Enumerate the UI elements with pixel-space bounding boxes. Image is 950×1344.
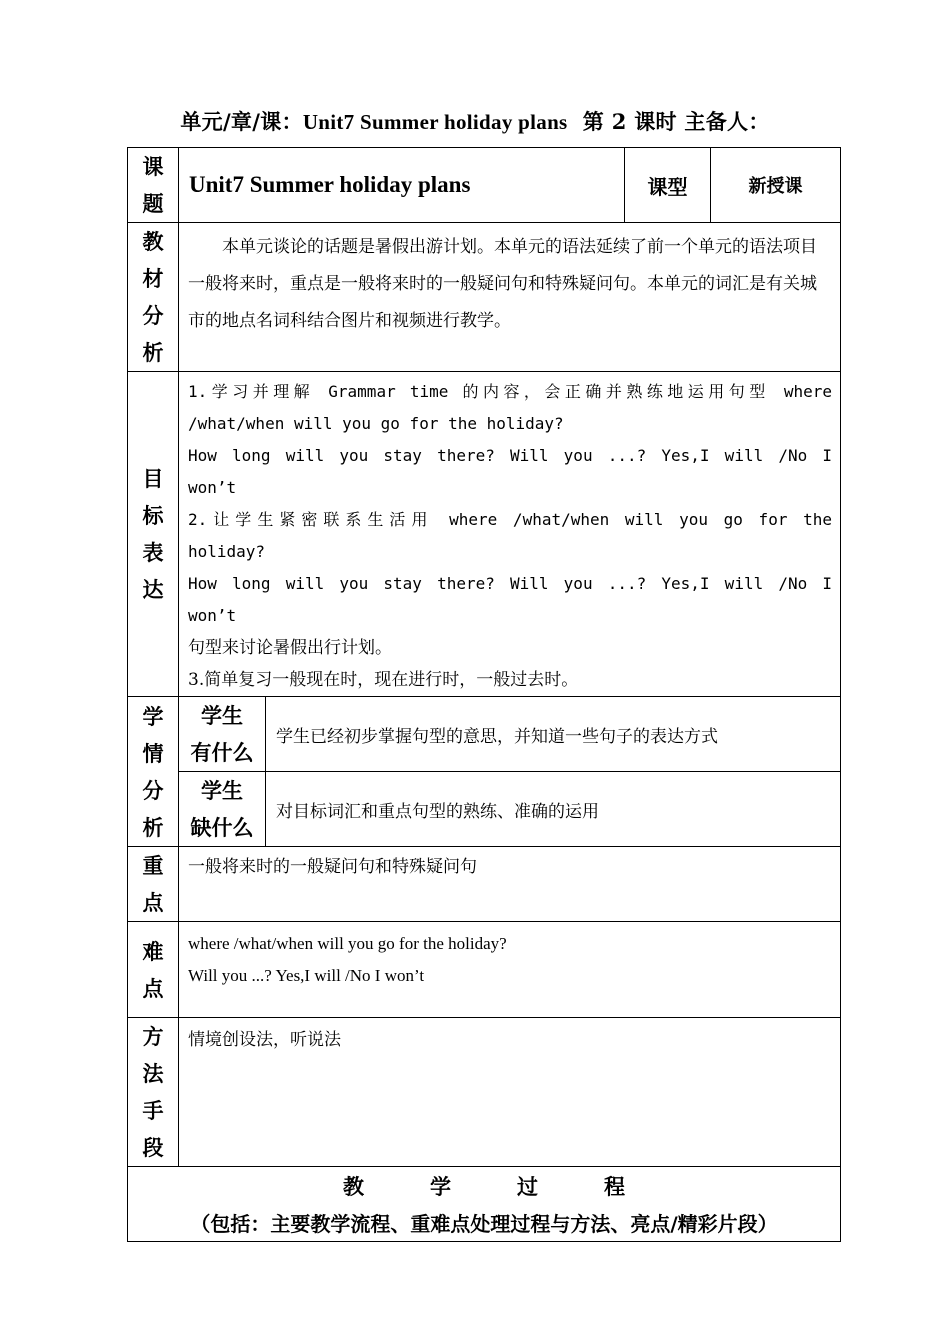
analysis-row xyxy=(128,223,841,372)
lesson-plan-table xyxy=(127,147,841,1242)
students-lack-label: 学生 缺什么 xyxy=(179,772,266,847)
goals-label: 目 标 表 达 xyxy=(128,372,179,697)
header-unit: Unit7 Summer holiday plans xyxy=(302,110,568,134)
goals-text xyxy=(179,372,841,697)
process-row xyxy=(128,1167,841,1242)
lesson-type-value: 新授课 xyxy=(711,148,841,223)
students-have-text: 学生已经初步掌握句型的意思，并知道一些句子的表达方式 xyxy=(266,697,841,772)
methods-row xyxy=(128,1018,841,1167)
goal-line: How long will you stay there? Will you ...? Yes,I will /No I xyxy=(188,574,833,593)
header-prefix: 单元/章/课： xyxy=(180,109,303,134)
difficulties-row xyxy=(128,922,841,1018)
analysis-label: 教 材 分 析 xyxy=(128,223,179,372)
goal-line: /what/when will you go for the holiday? xyxy=(188,414,564,433)
difficulties-label: 难 点 xyxy=(128,922,179,1018)
lesson-type-label: 课型 xyxy=(625,148,711,223)
page-header xyxy=(0,106,950,136)
methods-text: 情境创设法，听说法 xyxy=(179,1018,841,1167)
process-subtitle: （包括：主要教学流程、重难点处理过程与方法、亮点/精彩片段） xyxy=(190,1212,778,1236)
analysis-text: 本单元谈论的话题是暑假出游计划。本单元的语法延续了前一个单元的语法项目一般将来时，重点是一般将来时的一般疑问句和特殊疑问句。本单元的词汇是有关城市的地点名词科结合图片和视频进行教学。 xyxy=(179,223,841,372)
topic-title: Unit7 Summer holiday plans xyxy=(179,148,625,223)
goal-line: 句型来讨论暑假出行计划。 xyxy=(188,638,392,658)
goal-line: 1.学习并理解 Grammar time 的内容，会正确并熟练地运用句型 where xyxy=(188,382,833,401)
goal-line: holiday? xyxy=(188,542,266,561)
topic-row xyxy=(128,148,841,223)
difficulties-text xyxy=(179,922,841,1018)
goal-line: 2.让学生紧密联系生活用 where /what/when will you go for the xyxy=(188,510,833,529)
header-lesson: 第 2 课时 主备人： xyxy=(582,109,770,134)
goal-line: 3.简单复习一般现在时，现在进行时，一般过去时。 xyxy=(188,670,579,690)
goal-line: won’t xyxy=(188,478,237,497)
process-heading xyxy=(128,1167,841,1242)
students-lack-row xyxy=(128,772,841,847)
goal-line: How long will you stay there? Will you ...? Yes,I will /No I xyxy=(188,446,833,465)
goal-line: won’t xyxy=(188,606,237,625)
key-points-label: 重 点 xyxy=(128,847,179,922)
key-points-row xyxy=(128,847,841,922)
key-points-text: 一般将来时的一般疑问句和特殊疑问句 xyxy=(179,847,841,922)
methods-label: 方 法 手 段 xyxy=(128,1018,179,1167)
process-title: 教 学 过 程 xyxy=(343,1174,625,1199)
students-lack-text: 对目标词汇和重点句型的熟练、准确的运用 xyxy=(266,772,841,847)
students-have-row xyxy=(128,697,841,772)
topic-label: 课 题 xyxy=(128,148,179,223)
goals-row xyxy=(128,372,841,697)
difficulty-line: Will you ...? Yes,I will /No I won’t xyxy=(188,966,425,985)
difficulty-line: where /what/when will you go for the holiday? xyxy=(188,934,507,953)
students-have-label: 学生 有什么 xyxy=(179,697,266,772)
students-label: 学 情 分 析 xyxy=(128,697,179,847)
